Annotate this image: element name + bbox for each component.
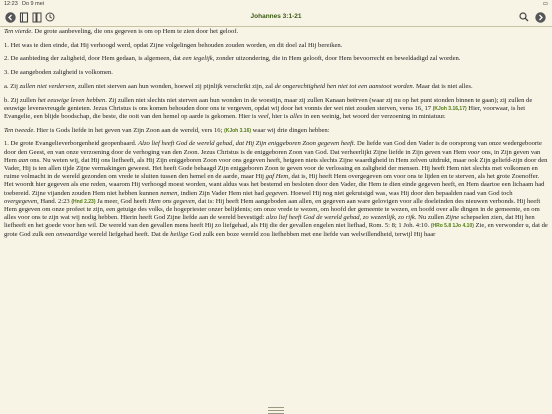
resize-handle[interactable] bbox=[268, 407, 284, 414]
paragraph-1: Ten vierde. De grote aanbeveling, die ons gegeven is om op Hem te zien door het geloof. bbox=[4, 28, 239, 35]
scripture-reference-link[interactable]: (KJoh 3.16) bbox=[224, 127, 252, 134]
forward-arrow-icon[interactable] bbox=[534, 11, 546, 23]
paragraph-8: 1. De grote Evangelieverborgenheid geopenbaard. Alzo lief heeft God de wereld gehad, dat Hij Zijn eniggeboren Zoon gegeven heeft. De liefde van God den Vader is de oorsprong van onze wedergeboorte door den Geest, en van onze verzoening door de verhoging van den Zoon. Jezus Christus is de eniggeboren Zoon van God. Dat verheerlijkt Zijne liefde in Zijn geven van Hem voor ons, in Zijn geven van Hem aan ons. Nu weten wij, dat Hij ons liefheeft, als Hij Zijn eniggeboren Zoon voor ons gegeven heeft, hetgeen niets slechts Zijne waardigheid in Hem zelven uitdrukt, maar ook Zijn geliefd-zijn door den Vader, Hij is ten allen tijde Zijne vermakingen geweest. Het heeft Gode behaagd Zijn eniggeboren Zoon te geven voor de verlossing en zaligheid der mensen. Hij heeft Hem niet slechts met volkomen en ruime volmacht in de wereld gezonden om vrede te sluiten tussen den hemel en de aarde, maar Hij gaf Hem, dat is, Hij heeft Hem overgegeven om voor ons te lijden en te sterven, als het grote Zoenoffer. Het woordt hier gegeven als ene reden, waarom Hij verhoogd moest worden, want aldus was het bestemd en besloten door den Vader, die Hem te dien einde gegeven heeft, en Hem daartoe een lichaam had toebereid. Zijne vijanden zouden Hem niet hebben kunnen nemen, indien Zijn Vader Hem niet had gegeven. Hoewel Hij nog niet gekruisigd was, was Hij door den bepaalden raad van God toch overgegeven, Hand. 2:23 (Hnd 2.23) Ja meer, God heeft Hem ons gegeven, dat is: Hij heeft Hem aangeboden aan allen, en gegeven aan ware gelovigen voor alle doeleinden des nieuwen verbonds. Hij heeft Hem gegeven om onze profeet te zijn, een getuige des volks, de hogepriester onzer belijdenis; om onze vrede te wezen, om hoofd der gemeente te wezen, en hoofd over alle dingen in de gemeente, en om alles voor ons te zijn wat wij nodig hebben. Hierin heeft God Zijne liefde aan de wereld bevestigd: alzo lief heeft God de wereld gehad, zo wezenlijk, zo rijk. Nu zullen Zijne schepselen zien, dat Hij hen liefheeft en het goede voor hen wil. De wereld van den gevallen mens heeft Hij zo liefgehad, als Hij die der gevallen engelen niet liefhad, Rom. 5: 8; 1 Joh. 4:10. (HRo 5.8 1Jo 4.10) Zie, en verwonder u, dat de grote God zulk een onwaardige wereld liefgehad heeft. Dat de heilige God zulk een boze wereld zou liefhebben met ene liefde van welwillendheid, terwijl Hij haar bbox=[4, 140, 548, 238]
paragraph-5: a. Zij zullen niet verderven, zullen niet sterven aan hun wonden, hoewel zij pijnlijk verschrikt zijn, zal de ongerechtigheid hen niet tot een aanstoot worden. Maar dat is niet alles. bbox=[4, 82, 473, 90]
scripture-reference-link[interactable]: (HRo 5.8 1Jo 4.10) bbox=[430, 223, 474, 230]
page-title: Johannes 3:1-21 bbox=[250, 13, 302, 20]
search-icon[interactable] bbox=[518, 11, 530, 23]
status-date: Do 9 mei bbox=[22, 1, 45, 7]
paragraph-2: 1. Het was te dien einde, dat Hij verhoogd werd, opdat Zijne volgelingen behouden zouden worden, en dit doel zal Hij bereiken. bbox=[4, 41, 343, 49]
status-time: 12:23 bbox=[4, 1, 18, 7]
scripture-reference-link[interactable]: (KJoh 3.16,17) bbox=[432, 105, 467, 112]
paragraph-6: b. Zij zullen het eeuwige leven hebben. Zij zullen niet slechts niet sterven aan hun wonden in de woestijn, maar zij zullen Kanaan beërven (waar zij nu op het punt stonden binnen te gaan); zij zullen de eeuwige levensvreugde genieten. Jezus Christus is ons komen behouden door ons te vergeven, opdat wij door het vonnis der wet niet zouden sterven, verss 16, 17 (KJoh 3.16,17) Hier, voorwaar, is het Evangelie, een blijde boodschap, die beste, die ooit van den hemel op aarde is gekomen. Hier is veel, hier is alles in een weinig, het woord der verzoening in miniatuur. bbox=[4, 96, 533, 120]
paragraph-3: 2. De aanbieding der zaligheid, door Hem gedaan, is algemeen, dat een iegelijk, zonder uitzondering, die in Hem gelooft, door Hem bevoorrecht en beweldadigd zal worden. bbox=[4, 55, 461, 63]
paragraph-4: 3. De aangeboden zaligheid is volkomen. bbox=[4, 69, 113, 77]
toolbar bbox=[0, 9, 552, 27]
status-bar bbox=[0, 0, 552, 9]
scripture-reference-link[interactable]: (Hnd 2.23) bbox=[71, 198, 96, 205]
paragraph-7: Ten tweede. Hier is Gods liefde in het geven van Zijn Zoon aan de wereld, vers 16; (KJoh 3.16) waar wij drie dingen hebben: bbox=[4, 126, 330, 134]
battery-icon: ▭ bbox=[542, 1, 548, 7]
commentary-text bbox=[4, 28, 548, 406]
